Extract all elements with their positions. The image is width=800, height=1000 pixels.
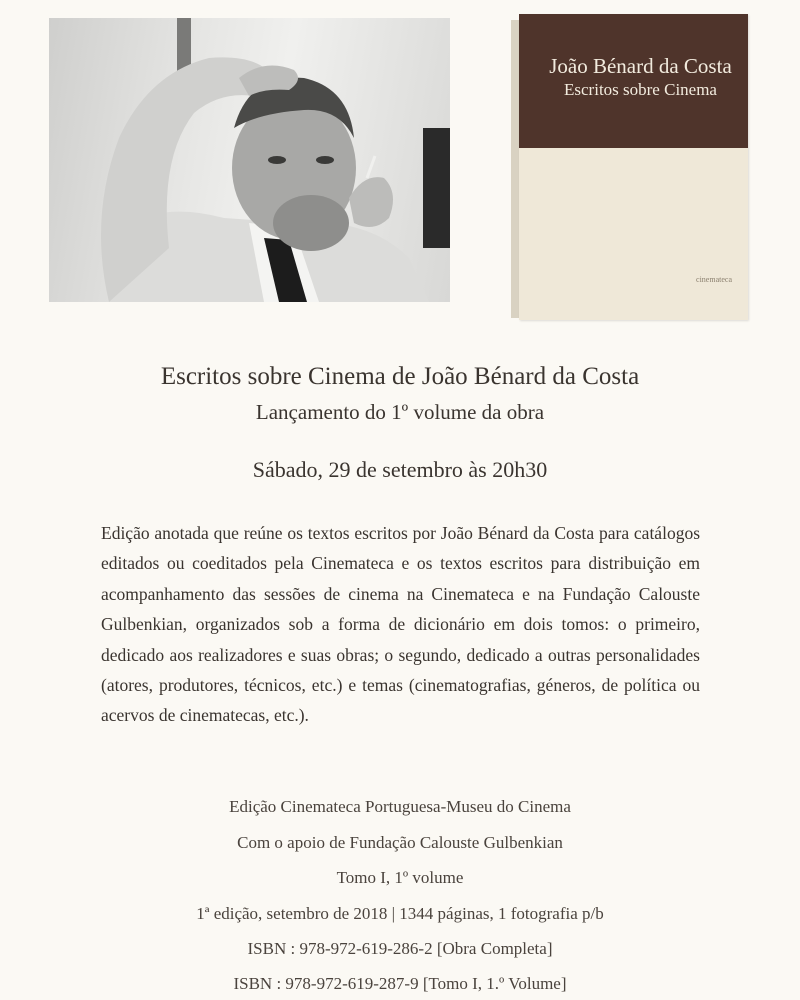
- edition-credit: Edição Cinemateca Portuguesa-Museu do Cinema: [229, 797, 571, 816]
- book-cover-publisher: cinemateca: [696, 275, 732, 284]
- support-credit: Com o apoio de Fundação Calouste Gulbenkian: [237, 833, 563, 852]
- isbn-complete: ISBN : 978-972-619-286-2 [Obra Completa]: [247, 939, 553, 958]
- book-cover-author: João Bénard da Costa: [549, 54, 732, 78]
- book-description: Edição anotada que reúne os textos escritos por João Bénard da Costa para catálogos editados ou coeditados pela Cinemateca e os textos escritos para distribuição em acompanhamento das sessões de cinema na Cinemateca e na Fundação Calouste Gulbenkian, organizados sob a forma de dicionário em dois tomos: o primeiro, dedicado aos realizadores e suas obras; o segundo, dedicado a outras personalidades (atores, produtores, técnicos, etc.) e temas (cinematografias, géneros, de política ou acervos de cinematecas, etc.).: [101, 523, 700, 726]
- author-portrait-photo: [49, 18, 450, 302]
- event-subtitle: Lançamento do 1º volume da obra: [255, 400, 545, 424]
- event-title: Escritos sobre Cinema de João Bénard da Costa: [160, 363, 640, 390]
- book-cover: [519, 14, 748, 320]
- event-date: Sábado, 29 de setembro às 20h30: [252, 457, 548, 482]
- volume-info: Tomo I, 1º volume: [336, 868, 464, 887]
- book-cover-title: Escritos sobre Cinema: [564, 80, 717, 99]
- isbn-volume: ISBN : 978-972-619-287-9 [Tomo I, 1.º Volume]: [233, 974, 567, 993]
- edition-details: 1ª edição, setembro de 2018 | 1344 páginas, 1 fotografia p/b: [196, 904, 604, 923]
- book-box-image: [511, 14, 748, 320]
